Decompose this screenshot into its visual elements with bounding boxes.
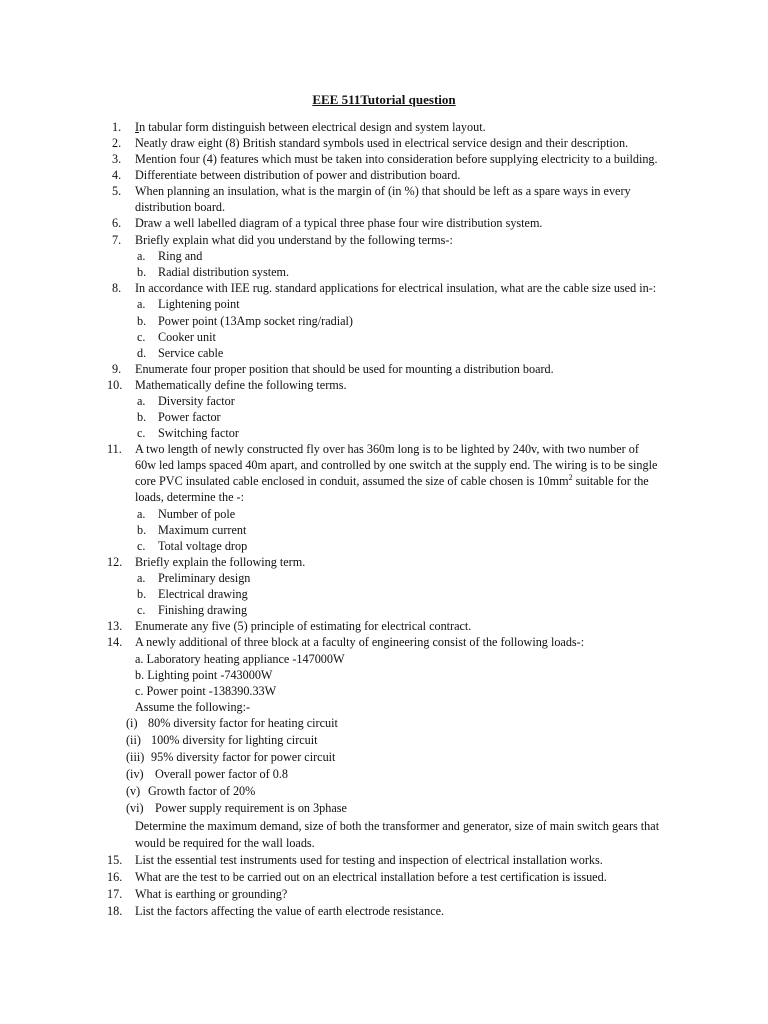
sub-item-text: Switching factor xyxy=(158,426,239,440)
question-text-continued: loads, determine the -: xyxy=(135,490,244,504)
question-number: 3. xyxy=(112,152,122,166)
sub-item-letter: d. xyxy=(137,346,147,360)
question-text-continued xyxy=(135,473,649,489)
question-text: Draw a well labelled diagram of a typical three phase four wire distribution system. xyxy=(135,216,543,230)
sub-item-letter: a. xyxy=(137,394,146,408)
sub-item-letter: c. xyxy=(137,330,146,344)
sub-item-text: Preliminary design xyxy=(158,571,251,585)
question-number: 1. xyxy=(112,120,122,134)
roman-numeral: (iii) xyxy=(126,750,145,764)
assumption-text: 100% diversity for lighting circuit xyxy=(151,733,318,747)
sub-item-text: Cooker unit xyxy=(158,330,216,344)
question-text-continued: distribution board. xyxy=(135,200,226,214)
sub-item-letter: b. xyxy=(137,265,147,279)
question-text: Differentiate between distribution of power and distribution board. xyxy=(135,168,461,182)
question-text: Enumerate four proper position that should be used for mounting a distribution board. xyxy=(135,362,554,376)
question-text: Neatly draw eight (8) British standard symbols used in electrical service design and their description. xyxy=(135,136,629,150)
question-number: 15. xyxy=(107,853,123,867)
sub-item-text: Number of pole xyxy=(158,507,236,521)
question-number: 14. xyxy=(107,635,123,649)
question-text-continued: 60w led lamps spaced 40m apart, and controlled by one switch at the supply end. The wiring is to be single xyxy=(135,458,658,472)
sub-item-text: Diversity factor xyxy=(158,394,235,408)
question-text-rest: n tabular form distinguish between electrical design and system layout. xyxy=(139,120,486,134)
sub-item-text: Power point (13Amp socket ring/radial) xyxy=(158,314,353,328)
question-text: Mention four (4) features which must be taken into consideration before supplying electricity to a building. xyxy=(135,152,658,166)
sub-item-text: Ring and xyxy=(158,249,203,263)
sub-item-text: Radial distribution system. xyxy=(158,265,290,279)
sub-item-letter: b. xyxy=(137,587,147,601)
assumption-text: Power supply requirement is on 3phase xyxy=(155,801,347,815)
sub-item-text: Lightening point xyxy=(158,297,240,311)
sub-item-text: Maximum current xyxy=(158,523,247,537)
question-number: 18. xyxy=(107,904,123,918)
question-number: 7. xyxy=(112,233,122,247)
roman-numeral: (iv) xyxy=(126,767,144,781)
question-number: 8. xyxy=(112,281,122,295)
load-item: c. Power point -138390.33W xyxy=(135,684,277,698)
assumption-text: Overall power factor of 0.8 xyxy=(155,767,288,781)
drop-letter: I xyxy=(135,120,140,134)
question-text: Mathematically define the following terms. xyxy=(135,378,347,392)
sub-item-letter: a. xyxy=(137,507,146,521)
roman-numeral: (ii) xyxy=(126,733,141,747)
question-number: 13. xyxy=(107,619,123,633)
question-number: 9. xyxy=(112,362,122,376)
roman-numeral: (i) xyxy=(126,716,138,730)
sub-item-letter: c. xyxy=(137,426,146,440)
question-number: 4. xyxy=(112,168,122,182)
question-number: 6. xyxy=(112,216,122,230)
question-text xyxy=(135,119,486,135)
sub-item-text: Finishing drawing xyxy=(158,603,248,617)
question-number: 2. xyxy=(112,136,122,150)
assumption-text: 95% diversity factor for power circuit xyxy=(151,750,336,764)
determine-text: Determine the maximum demand, size of both the transformer and generator, size of main switch gears that xyxy=(135,819,660,833)
question-text: Briefly explain the following term. xyxy=(135,555,306,569)
load-item: a. Laboratory heating appliance -147000W xyxy=(135,652,345,666)
sub-item-letter: b. xyxy=(137,314,147,328)
sub-item-letter: a. xyxy=(137,297,146,311)
sub-item-text: Power factor xyxy=(158,410,221,424)
cable-text-end: suitable for the xyxy=(572,474,649,488)
question-number: 12. xyxy=(107,555,123,569)
sub-item-letter: a. xyxy=(137,571,146,585)
sub-item-text: Electrical drawing xyxy=(158,587,248,601)
document-title: EEE 511Tutorial question xyxy=(312,92,456,107)
load-item: b. Lighting point -743000W xyxy=(135,668,273,682)
question-text: A two length of newly constructed fly over has 360m long is to be lighted by 240v, with two number of xyxy=(135,442,639,456)
determine-text-continued: would be required for the wall loads. xyxy=(135,836,315,850)
question-text: Enumerate any five (5) principle of estimating for electrical contract. xyxy=(135,619,472,633)
superscript: 2 xyxy=(568,473,573,482)
cable-text: core PVC insulated cable enclosed in conduit, assumed the size of cable chosen is 10mm xyxy=(135,474,569,488)
question-text: What are the test to be carried out on an electrical installation before a test certification is issued. xyxy=(135,870,607,884)
question-number: 11. xyxy=(107,442,122,456)
assumption-text: Growth factor of 20% xyxy=(148,784,256,798)
sub-item-letter: b. xyxy=(137,523,147,537)
question-text: List the factors affecting the value of earth electrode resistance. xyxy=(135,904,445,918)
assume-heading: Assume the following:- xyxy=(135,700,251,714)
assumption-text: 80% diversity factor for heating circuit xyxy=(148,716,338,730)
sub-item-letter: b. xyxy=(137,410,147,424)
question-number: 5. xyxy=(112,184,122,198)
sub-item-letter: a. xyxy=(137,249,146,263)
question-text: A newly additional of three block at a faculty of engineering consist of the following loads-: xyxy=(135,635,585,649)
question-number: 16. xyxy=(107,870,123,884)
question-number: 17. xyxy=(107,887,123,901)
roman-numeral: (v) xyxy=(126,784,141,798)
sub-item-letter: c. xyxy=(137,539,146,553)
question-text: Briefly explain what did you understand by the following terms-: xyxy=(135,233,453,247)
question-text: When planning an insulation, what is the margin of (in %) that should be left as a spare ways in every xyxy=(135,184,631,198)
question-text: What is earthing or grounding? xyxy=(135,887,288,901)
question-text: In accordance with IEE rug. standard applications for electrical insulation, what are the cable size used in-: xyxy=(135,281,657,295)
question-number: 10. xyxy=(107,378,123,392)
question-text: List the essential test instruments used for testing and inspection of electrical installation works. xyxy=(135,853,603,867)
roman-numeral: (vi) xyxy=(126,801,144,815)
sub-item-letter: c. xyxy=(137,603,146,617)
sub-item-text: Service cable xyxy=(158,346,224,360)
sub-item-text: Total voltage drop xyxy=(158,539,248,553)
